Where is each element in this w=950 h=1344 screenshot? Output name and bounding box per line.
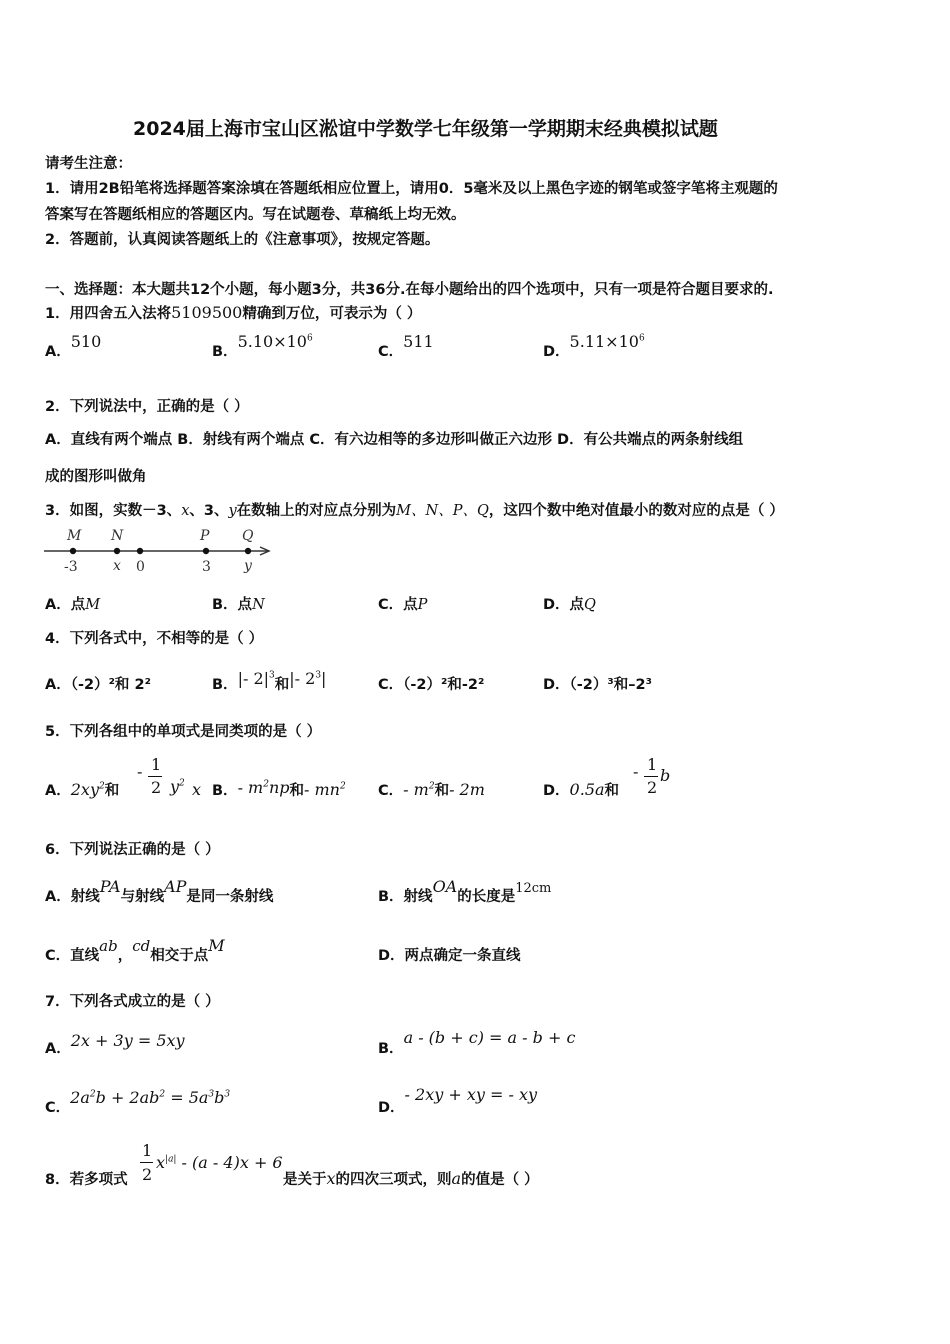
q5-a-fraction-den: 2: [151, 778, 162, 797]
q3-option-c[interactable]: C．点P: [378, 597, 428, 613]
q5-a-x: x: [192, 780, 202, 799]
q3-option-d[interactable]: D．点Q: [543, 597, 596, 613]
question-1-stem: 1．用四舍五入法将5109500精确到万位，可表示为（ ）: [45, 303, 422, 322]
q7-option-d[interactable]: D．- 2xy + xy = - xy: [378, 1085, 538, 1116]
q1-option-b[interactable]: B．$5.10\times 10^6$: [212, 332, 313, 360]
notice-line-2: 答案写在答题纸相应的答题区内。写在试题卷、草稿纸上均无效。: [45, 207, 466, 223]
q1-option-d[interactable]: D．$5.11\times 10^6$: [543, 332, 645, 360]
q6-option-c[interactable]: C．直线ab，cd相交于点M: [45, 936, 225, 964]
question-4-stem: 4．下列各式中，不相等的是（ ）: [45, 631, 264, 647]
question-8-stem-start: 8．若多项式: [45, 1172, 128, 1188]
q5-a-fraction-bar: [148, 776, 162, 777]
q5-d-fraction-den: 2: [647, 778, 658, 797]
point-q: [245, 548, 251, 554]
q8-polynomial: $x^{|a|} - (a - 4)x + 6$: [156, 1153, 283, 1172]
section-heading: 一、选择题：本大题共12个小题，每小题3分，共36分.在每小题给出的四个选项中，只有一项是符合题目要求的.: [45, 282, 774, 298]
q5-d-b: b: [660, 766, 671, 785]
q5-a-fraction-num: 1: [151, 755, 162, 774]
q7-option-c[interactable]: C．$2a^2b + 2ab^2 = 5a^3b^3$: [45, 1088, 231, 1116]
q5-option-d[interactable]: D．0.5a和: [543, 780, 620, 799]
tick-0: 0: [136, 559, 145, 575]
q7-option-a[interactable]: A．2x + 3y = 5xy: [45, 1031, 185, 1057]
q5-a-y: $y^2$: [170, 777, 185, 796]
page-title: 2024届上海市宝山区淞谊中学数学七年级第一学期期末经典模拟试题: [133, 118, 718, 140]
q5-d-fraction-num: 1: [647, 755, 658, 774]
question-3-stem: 3．如图，实数－3、x、3、y在数轴上的对应点分别为M、N、P、Q，这四个数中绝对值最小的数对应的点是（ ）: [45, 503, 784, 519]
q4-option-b[interactable]: B．|- $2|^3$和|- $2^3|$: [212, 669, 327, 693]
notice-heading: 请考生注意：: [45, 156, 132, 172]
q5-d-minus: -: [633, 762, 639, 781]
question-7-stem: 7．下列各式成立的是（ ）: [45, 994, 220, 1010]
q5-option-b[interactable]: B．- $m^2np$和- $mn^2$: [212, 778, 346, 799]
q8-fraction-bar: [140, 1162, 153, 1163]
q6-option-b[interactable]: B．射线OA的长度是12cm: [378, 877, 552, 905]
q4-option-c[interactable]: C．（-2）²和-2²: [378, 677, 485, 693]
point-p: [203, 548, 209, 554]
tick-y: y: [244, 558, 252, 574]
q8-fraction-den: 2: [142, 1165, 153, 1184]
q5-d-fraction-bar: [644, 776, 658, 777]
notice-line-1: 1．请用2B铅笔将选择题答案涂填在答题纸相应位置上，请用0．5毫米及以上黑色字迹的钢笔或签字笔将主观题的: [45, 181, 778, 197]
q6-option-d[interactable]: D．两点确定一条直线: [378, 948, 521, 964]
q8-fraction-num: 1: [142, 1141, 153, 1160]
q1-option-a[interactable]: A．510: [45, 332, 102, 360]
q2-option-d-continued: 成的图形叫做角: [45, 469, 147, 485]
label-q: Q: [242, 528, 254, 544]
question-6-stem: 6．下列说法正确的是（ ）: [45, 842, 220, 858]
tick-x: x: [113, 558, 121, 574]
q5-a-minus: -: [137, 762, 143, 781]
tick-minus-3: -3: [64, 559, 78, 575]
q3-option-a[interactable]: A．点M: [45, 597, 101, 613]
label-p: P: [200, 528, 210, 544]
point-n: [114, 548, 120, 554]
q4-option-d[interactable]: D．（-2）³和–2³: [543, 677, 652, 693]
q1-option-c[interactable]: C．511: [378, 332, 434, 360]
q3-option-b[interactable]: B．点N: [212, 597, 265, 613]
q5-option-a[interactable]: A．$2xy^2$和: [45, 780, 120, 799]
label-m: M: [67, 528, 82, 544]
q6-option-a[interactable]: A．射线PA与射线AP是同一条射线: [45, 877, 274, 905]
q4-option-a[interactable]: A．（-2）²和 2²: [45, 677, 151, 693]
point-m: [70, 548, 76, 554]
q2-options[interactable]: A．直线有两个端点 B．射线有两个端点 C．有六边相等的多边形叫做正六边形 D．有公共端点的两条射线组: [45, 432, 744, 448]
question-8-stem-end: 是关于x的四次三项式，则a的值是（ ）: [283, 1169, 539, 1188]
q7-option-b[interactable]: B．a - (b + c) = a - b + c: [378, 1028, 576, 1057]
notice-line-3: 2．答题前，认真阅读答题纸上的《注意事项》，按规定答题。: [45, 232, 440, 248]
point-origin: [137, 548, 143, 554]
q5-option-c[interactable]: C．- $m^2$和- 2m: [378, 780, 485, 799]
number-line-figure: [42, 528, 282, 578]
question-2-stem: 2．下列说法中，正确的是（ ）: [45, 399, 249, 415]
label-n: N: [111, 528, 124, 544]
tick-3: 3: [202, 559, 211, 575]
question-5-stem: 5．下列各组中的单项式是同类项的是（ ）: [45, 724, 322, 740]
